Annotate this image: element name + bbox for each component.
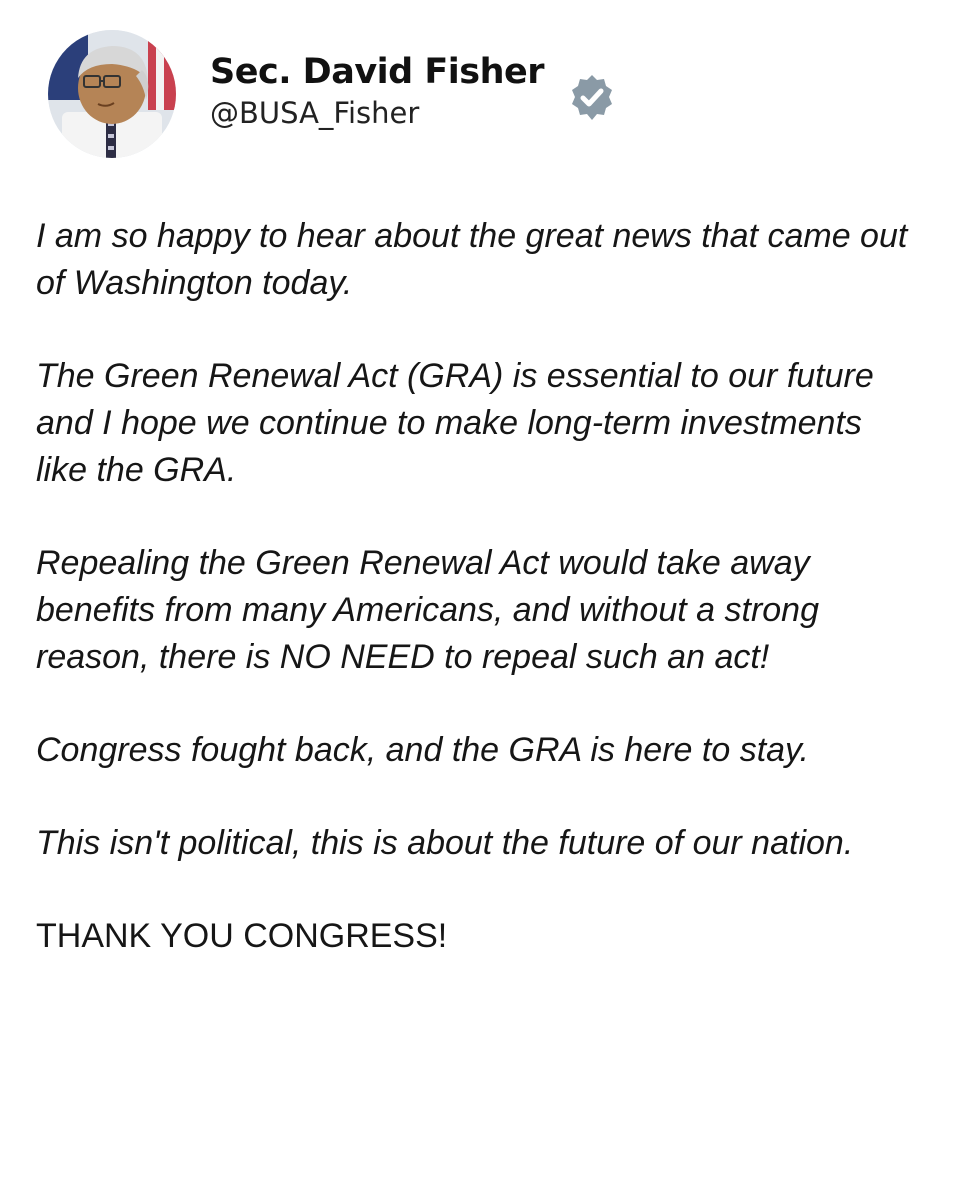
- post-body: [36, 213, 916, 960]
- verified-badge-icon: [566, 72, 618, 124]
- avatar-figure-icon: [48, 30, 176, 158]
- avatar[interactable]: [48, 30, 176, 158]
- post-paragraph-4: Congress fought back, and the GRA is here to stay.: [36, 731, 809, 769]
- display-name[interactable]: Sec. David Fisher: [210, 52, 545, 92]
- post-closing-line: THANK YOU CONGRESS!: [36, 917, 448, 955]
- post-paragraph-1: I am so happy to hear about the great news that came out of Washington today.: [36, 217, 908, 302]
- verified-badge: [566, 72, 618, 124]
- post-paragraph-3: Repealing the Green Renewal Act would take away benefits from many Americans, and without a strong reason, there is NO NEED to repeal such an act!: [36, 544, 819, 676]
- user-handle[interactable]: @BUSA_Fisher: [210, 96, 420, 130]
- post-header: [48, 30, 648, 165]
- post-paragraph-5: This isn't political, this is about the future of our nation.: [36, 824, 854, 862]
- post-paragraph-2: The Green Renewal Act (GRA) is essential to our future and I hope we continue to make long-term investments like the GRA.: [36, 357, 874, 489]
